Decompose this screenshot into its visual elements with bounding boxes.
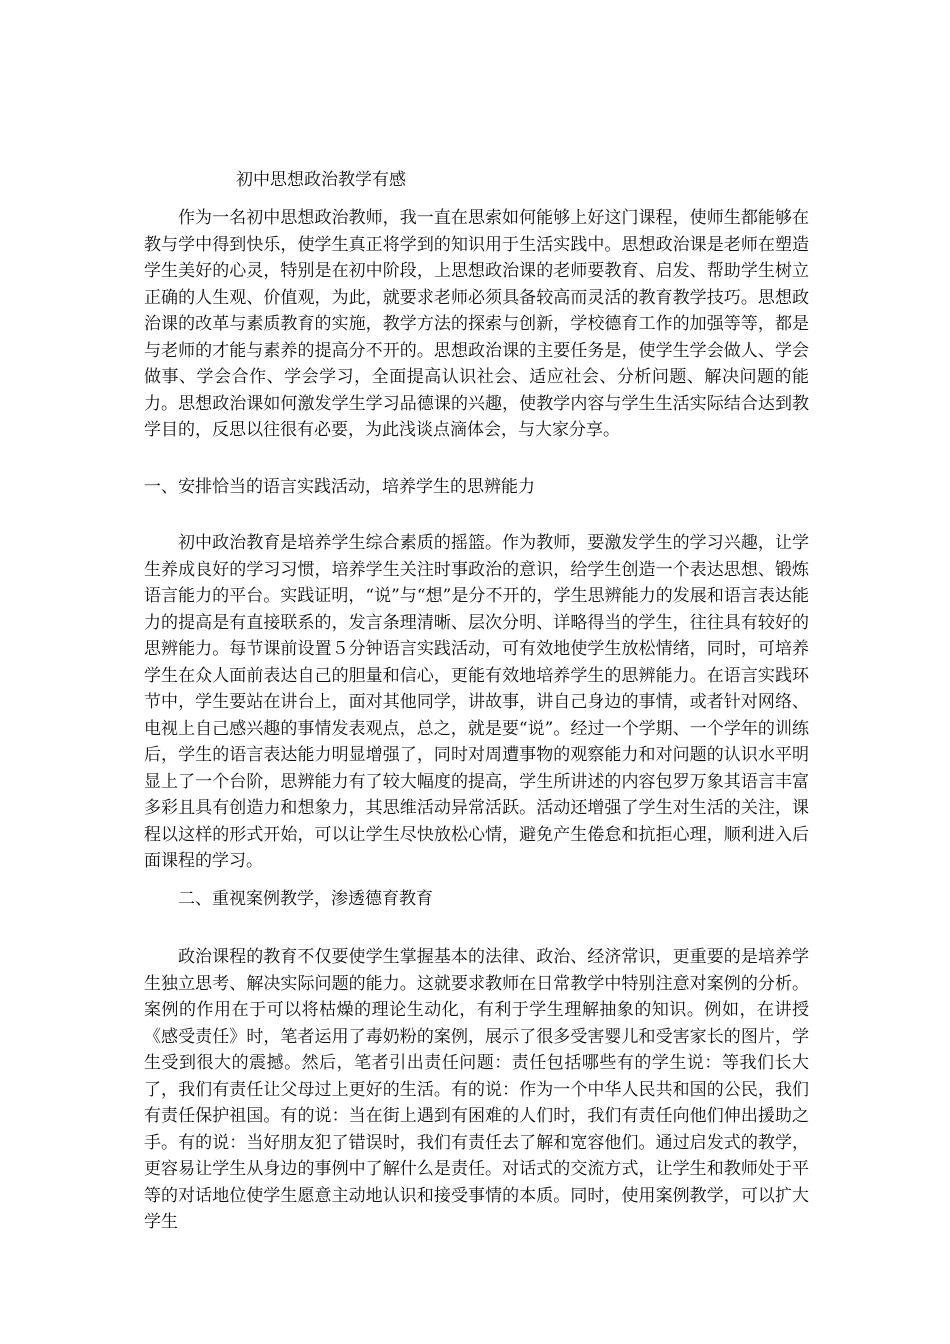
section-1-paragraph: 初中政治教育是培养学生综合素质的摇篮。作为教师，要激发学生的学习兴趣，让学生养成良好的学习习惯，培养学生关注时事政治的意识，给学生创造一个表达思想、锻炼语言能力的平台。实践证明，“说”与“想”是分不开的，学生思辨能力的发展和语言表达能力的提高是有直接联系的，发言条理清晰、层次分明、详略得当的学生，往往具有较好的思辨能力。每节课前设置５分钟语言实践活动，可有效地使学生放松情绪，同时，可培养学生在众人面前表达自己的胆量和信心，更能有效地培养学生的思辨能力。在语言实践环节中，学生要站在讲台上，面对其他同学，讲故事，讲自己身边的事情，或者针对网络、电视上自己感兴趣的事情发表观点，总之，就是要“说”。经过一个学期、一个学年的训练后，学生的语言表达能力明显增强了，同时对周遭事物的观察能力和对问题的认识水平明显上了一个台阶，思辨能力有了较大幅度的提高，学生所讲述的内容包罗万象其语言丰富多彩且具有创造力和想象力，其思维活动异常活跃。活动还增强了学生对生活的关注，课程以这样的形式开始，可以让学生尽快放松心情，避免产生倦怠和抗拒心理，顺利进入后面课程的学习。 bbox=[144, 533, 809, 871]
section-heading-2: 二、重视案例教学，渗透德育教育 bbox=[178, 889, 433, 909]
document-title: 初中思想政治教学有感 bbox=[236, 170, 406, 190]
section-2-paragraph: 政治课程的教育不仅要使学生掌握基本的法律、政治、经济常识，更重要的是培养学生独立思考、解决实际问题的能力。这就要求教师在日常教学中特别注意对案例的分析。案例的作用在于可以将枯燥的理论生动化，有利于学生理解抽象的知识。例如，在讲授《感受责任》时，笔者运用了毒奶粉的案例，展示了很多受害婴儿和受害家长的图片，学生受到很大的震撼。然后，笔者引出责任问题：责任包括哪些有的学生说：等我们长大了，我们有责任让父母过上更好的生活。有的说：作为一个中华人民共和国的公民，我们有责任保护祖国。有的说：当在街上遇到有困难的人们时，我们有责任向他们伸出援助之手。有的说：当好朋友犯了错误时，我们有责任去了解和宽容他们。通过启发式的教学，更容易让学生从身边的事例中了解什么是责任。对话式的交流方式，让学生和教师处于平等的对话地位使学生愿意主动地认识和接受事情的本质。同时，使用案例教学，可以扩大学生 bbox=[144, 947, 809, 1232]
section-heading-1: 一、安排恰当的语言实践活动，培养学生的思辨能力 bbox=[144, 477, 535, 497]
intro-paragraph: 作为一名初中思想政治教师，我一直在思索如何能够上好这门课程，使师生都能够在教与学中得到快乐，使学生真正将学到的知识用于生活实践中。思想政治课是老师在塑造学生美好的心灵，特别是在初中阶段，上思想政治课的老师要教育、启发、帮助学生树立正确的人生观、价值观，为此，就要求老师必须具备较高而灵活的教育教学技巧。思想政治课的改革与素质教育的实施，教学方法的探索与创新，学校德育工作的加强等等，都是与老师的才能与素养的提高分不开的。思想政治课的主要任务是，使学生学会做人、学会做事、学会合作、学会学习，全面提高认识社会、适应社会、分析问题、解决问题的能力。思想政治课如何激发学生学习品德课的兴趣，使教学内容与学生生活实际结合达到教学目的，反思以往很有必要，为此浅谈点滴体会，与大家分享。 bbox=[144, 208, 809, 440]
